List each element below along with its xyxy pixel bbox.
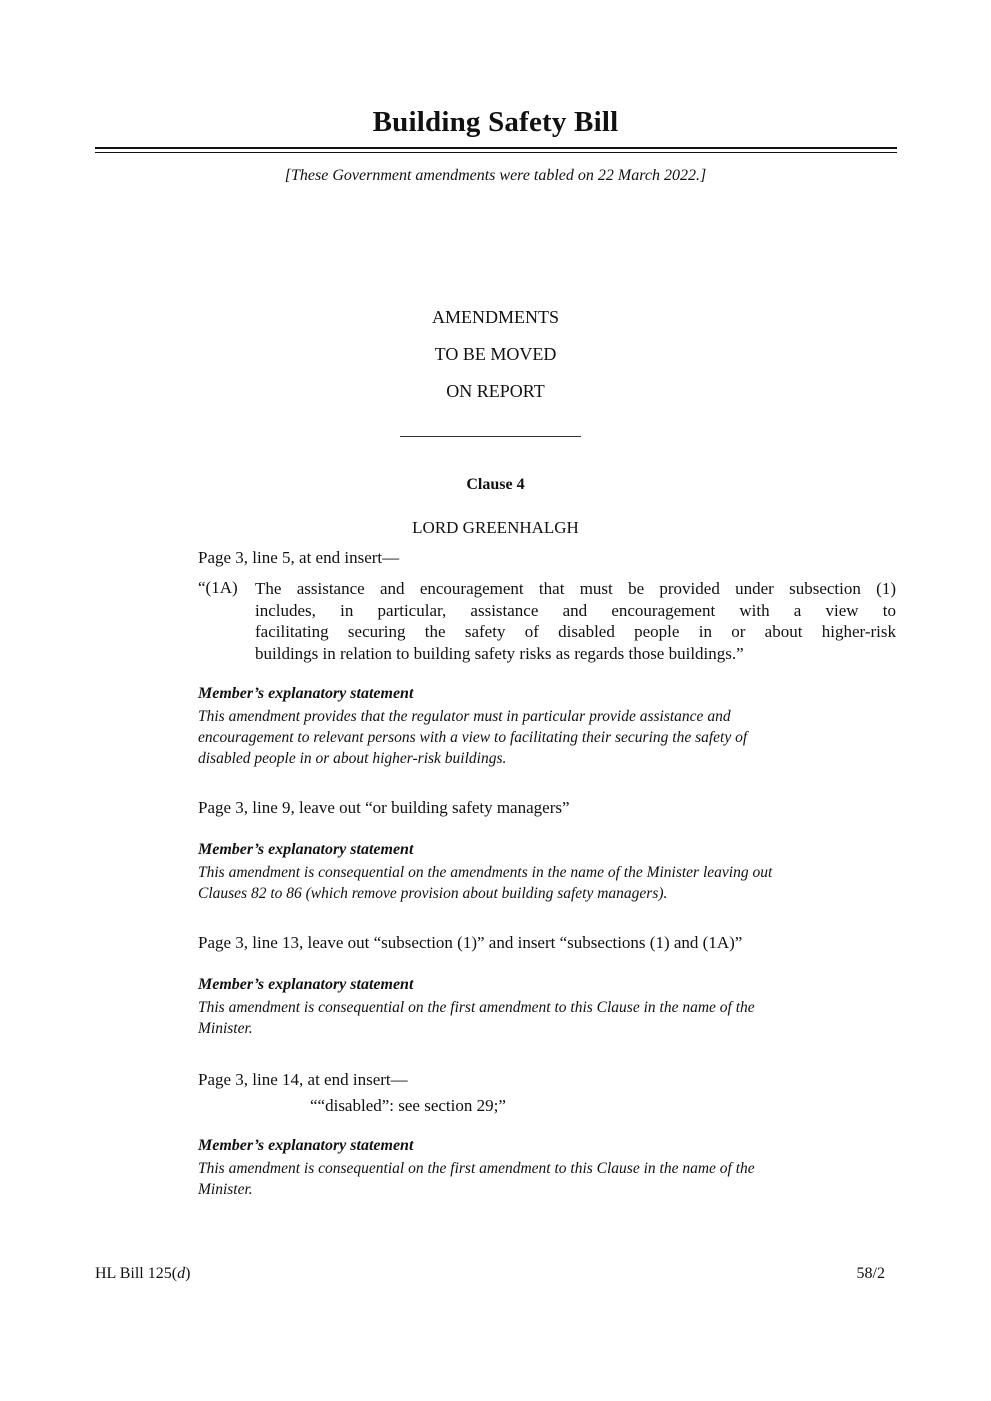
- statement-line: This amendment is consequential on the first amendment to this Clause in the name of the: [198, 999, 755, 1016]
- inserted-text-line: buildings in relation to building safety risks as regards those buildings.”: [255, 643, 744, 663]
- statement-line: encouragement to relevant persons with a view to facilitating their securing the safety of: [198, 729, 748, 746]
- bill-ref-suffix: ): [185, 1265, 191, 1282]
- heading-line-to-be-moved: TO BE MOVED: [434, 344, 557, 364]
- heading-line-on-report: ON REPORT: [446, 381, 545, 401]
- amendment-1-statement-heading: Member’s explanatory statement: [198, 685, 414, 702]
- amendment-2-statement-heading: Member’s explanatory statement: [198, 841, 414, 858]
- amendment-4-statement: [198, 1158, 898, 1200]
- heading-line-amendments: AMENDMENTS: [431, 307, 559, 327]
- page-reference: 58/2: [856, 1265, 885, 1282]
- mover-name: LORD GREENHALGH: [412, 518, 579, 537]
- inserted-text-line: facilitating securing the safety of disabled people in or about higher-risk: [255, 622, 896, 641]
- bill-ref-prefix: HL Bill 125(: [95, 1265, 178, 1282]
- amendment-2-statement: [198, 862, 898, 904]
- statement-line: This amendment provides that the regulator must in particular provide assistance and: [198, 708, 731, 725]
- amendment-3-instruction: Page 3, line 13, leave out “subsection (1)” and insert “subsections (1) and (1A)”: [198, 933, 743, 952]
- amendment-1-statement: [198, 706, 898, 769]
- tabled-note: [These Government amendments were tabled on 22 March 2022.]: [284, 167, 707, 184]
- amendment-1-subsection-number: “(1A): [198, 578, 238, 597]
- amendment-4-instruction: Page 3, line 14, at end insert—: [198, 1070, 408, 1089]
- bill-title: Building Safety Bill: [372, 106, 619, 138]
- bill-reference: [95, 1265, 190, 1283]
- clause-heading: Clause 4: [466, 476, 525, 493]
- amendment-1-inserted-text: [255, 578, 896, 664]
- title-rule-thick: [95, 147, 897, 149]
- amendment-1-instruction: Page 3, line 5, at end insert—: [198, 548, 400, 567]
- statement-line: This amendment is consequential on the first amendment to this Clause in the name of the: [198, 1160, 755, 1177]
- statement-line: Minister.: [198, 1181, 253, 1198]
- inserted-text-line: includes, in particular, assistance and encouragement with a view to: [255, 600, 896, 620]
- amendment-2-instruction: Page 3, line 9, leave out “or building safety managers”: [198, 798, 570, 817]
- statement-line: This amendment is consequential on the amendments in the name of the Minister leaving out: [198, 864, 773, 881]
- amendment-3-statement-heading: Member’s explanatory statement: [198, 976, 414, 993]
- statement-line: Clauses 82 to 86 (which remove provision about building safety managers).: [198, 885, 668, 902]
- amendment-4-inserted-definition: ““disabled”: see section 29;”: [310, 1096, 506, 1115]
- amendment-3-statement: [198, 997, 898, 1039]
- title-rule-thin: [95, 152, 897, 153]
- statement-line: disabled people in or about higher-risk buildings.: [198, 750, 507, 767]
- bill-ref-letter: d: [177, 1265, 186, 1282]
- statement-line: Minister.: [198, 1020, 253, 1037]
- inserted-text-line: The assistance and encouragement that must be provided under subsection (1): [255, 579, 896, 598]
- heading-divider: [400, 436, 581, 437]
- amendment-4-statement-heading: Member’s explanatory statement: [198, 1137, 414, 1154]
